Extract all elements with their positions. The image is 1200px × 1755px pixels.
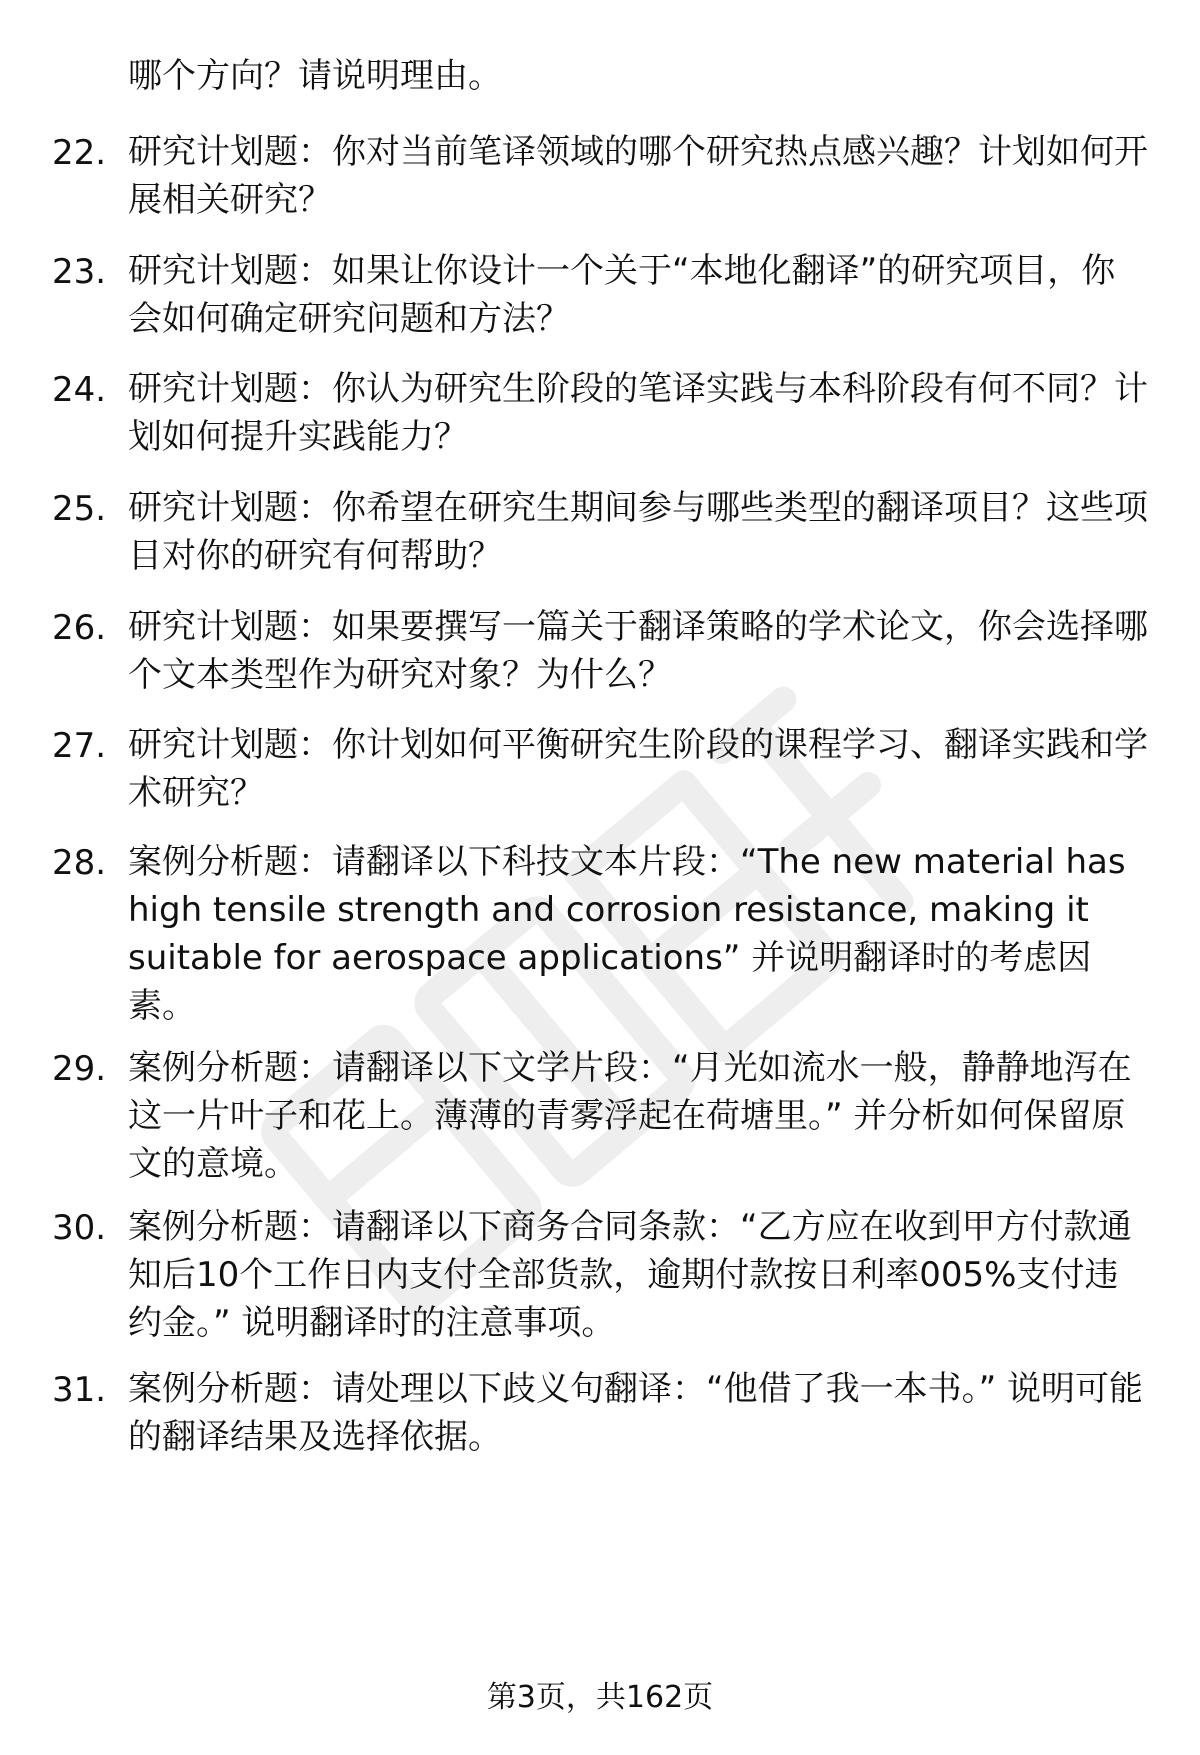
question-text: 案例分析题：请翻译以下商务合同条款：“乙方应在收到甲方付款通知后10个工作日内支付全部货款，逾期付款按日利率005%支付违约金。” 说明翻译时的注意事项。 xyxy=(128,1207,1132,1343)
continuation-text: 哪个方向？请说明理由。 xyxy=(128,56,502,96)
question-text: 研究计划题：你计划如何平衡研究生阶段的课程学习、翻译实践和学术研究？ xyxy=(128,725,1148,813)
question-text: 案例分析题：请翻译以下科技文本片段：“The new material has high tensile strength and corrosion resistance, making it suitable for aerospace applications” 并说明翻译时的考虑因素。 xyxy=(128,842,1126,1026)
question-text: 研究计划题：如果让你设计一个关于“本地化翻译”的研究项目，你会如何确定研究问题和方法？ xyxy=(128,251,1116,339)
question-text: 研究计划题：你希望在研究生期间参与哪些类型的翻译项目？这些项目对你的研究有何帮助？ xyxy=(128,488,1148,576)
question-text: 研究计划题：你对当前笔译领域的哪个研究热点感兴趣？计划如何开展相关研究？ xyxy=(128,132,1148,220)
question-number: 22. xyxy=(52,133,107,173)
question-number: 29. xyxy=(52,1049,107,1089)
question-number: 25. xyxy=(52,489,107,529)
question-number: 24. xyxy=(52,370,107,410)
question-number: 28. xyxy=(52,843,107,883)
question-number: 31. xyxy=(52,1370,107,1410)
question-text: 研究计划题：你认为研究生阶段的笔译实践与本科阶段有何不同？计划如何提升实践能力？ xyxy=(128,369,1148,457)
page-footer: 第3页，共162页 xyxy=(486,1680,714,1715)
question-text: 案例分析题：请处理以下歧义句翻译：“他借了我一本书。” 说明可能的翻译结果及选择依据。 xyxy=(128,1369,1144,1457)
question-text: 案例分析题：请翻译以下文学片段：“月光如流水一般，静静地泻在这一片叶子和花上。薄薄的青雾浮起在荷塘里。” 并分析如何保留原文的意境。 xyxy=(128,1048,1132,1184)
question-text: 研究计划题：如果要撰写一篇关于翻译策略的学术论文，你会选择哪个文本类型作为研究对象？为什么？ xyxy=(128,607,1148,695)
question-number: 23. xyxy=(52,252,107,292)
question-number: 26. xyxy=(52,608,107,648)
question-number: 30. xyxy=(52,1208,107,1248)
question-number: 27. xyxy=(52,726,107,766)
